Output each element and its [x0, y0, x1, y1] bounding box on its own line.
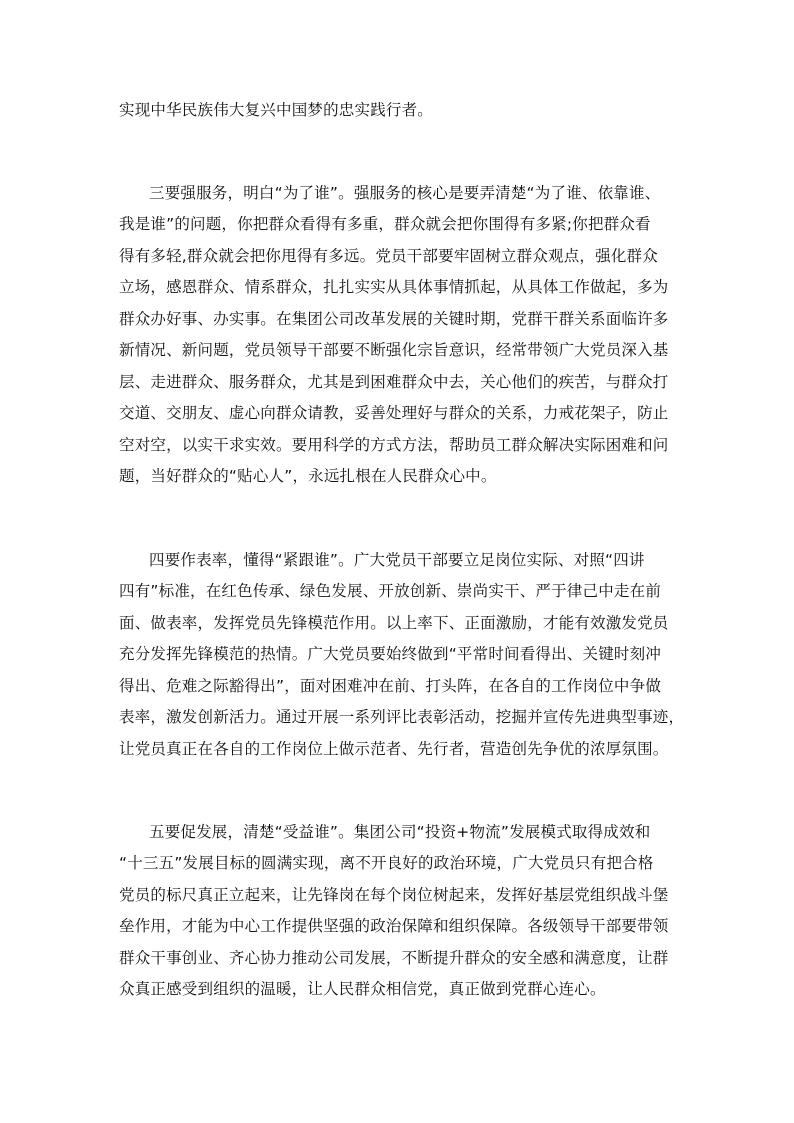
- text-line: 交道、交朋友、虚心向群众请教，妥善处理好与群众的关系，力戒花架子，防止: [119, 404, 669, 422]
- text-line: 实现中华民族伟大复兴中国梦的忠实践行者。: [119, 101, 434, 119]
- text-line: 四要作表率，懂得“紧跟谁”。广大党员干部要立足岗位实际、对照“四讲: [149, 551, 645, 569]
- text-line: 群众办好事、办实事。在集团公司改革发展的关键时期，党群干群关系面临许多: [119, 310, 669, 328]
- text-line: 立场，感恩群众、情系群众，扎扎实实从具体事情抓起，从具体工作做起，多为: [119, 278, 669, 296]
- text-line: 四有”标准，在红色传承、绿色发展、开放创新、崇尚实干、严于律己中走在前: [119, 582, 662, 600]
- text-line: 层、走进群众、服务群众，尤其是到困难群众中去，关心他们的疾苦，与群众打: [119, 373, 669, 391]
- text-line: 党员的标尺真正立起来，让先锋岗在每个岗位树起来，发挥好基层党组织战斗堡: [119, 886, 669, 904]
- text-line: 三要强服务，明白“为了谁”。强服务的核心是要弄清楚“为了谁、依靠谁、: [149, 184, 661, 202]
- text-line: 让党员真正在各自的工作岗位上做示范者、先行者，营造创先争优的浓厚氛围。: [119, 740, 669, 758]
- text-line: 空对空，以实干求实效。要用科学的方式方法，帮助员工群众解决实际困难和问: [119, 436, 669, 454]
- text-line: 表率，激发创新活力。通过开展一系列评比表彰活动，挖掘并宣传先进典型事迹，: [119, 708, 685, 726]
- text-line: 五要促发展，清楚“受益谁”。集团公司“投资+物流”发展模式取得成效和: [149, 823, 651, 841]
- text-line: 得有多轻,群众就会把你甩得有多远。党员干部要牢固树立群众观点，强化群众: [119, 247, 658, 265]
- text-line: 群众干事创业、齐心协力推动公司发展，不断提升群众的安全感和满意度，让群: [119, 949, 669, 967]
- text-line: 得出、危难之际豁得出”，面对困难冲在前、打头阵，在各自的工作岗位中争做: [119, 677, 662, 695]
- text-line: 我是谁”的问题，你把群众看得有多重，群众就会把你围得有多紧;你把群众看: [119, 215, 651, 233]
- text-line: 充分发挥先锋模范的热情。广大党员要始终做到“平常时间看得出、关键时刻冲: [119, 645, 662, 663]
- text-line: 新情况、新问题，党员领导干部要不断强化宗旨意识，经常带领广大党员深入基: [119, 341, 669, 359]
- text-line: “十三五”发展目标的圆满实现，离不开良好的政治环境，广大党员只有把合格: [119, 854, 654, 872]
- text-line: 垒作用，才能为中心工作提供坚强的政治保障和组织保障。各级领导干部要带领: [119, 917, 669, 935]
- text-line: 众真正感受到组织的温暖，让人民群众相信党，真正做到党群心连心。: [119, 980, 606, 998]
- text-line: 面、做表率，发挥党员先锋模范作用。以上率下、正面激励，才能有效激发党员: [119, 614, 669, 632]
- text-line: 题，当好群众的“贴心人”，永远扎根在人民群众心中。: [119, 467, 497, 485]
